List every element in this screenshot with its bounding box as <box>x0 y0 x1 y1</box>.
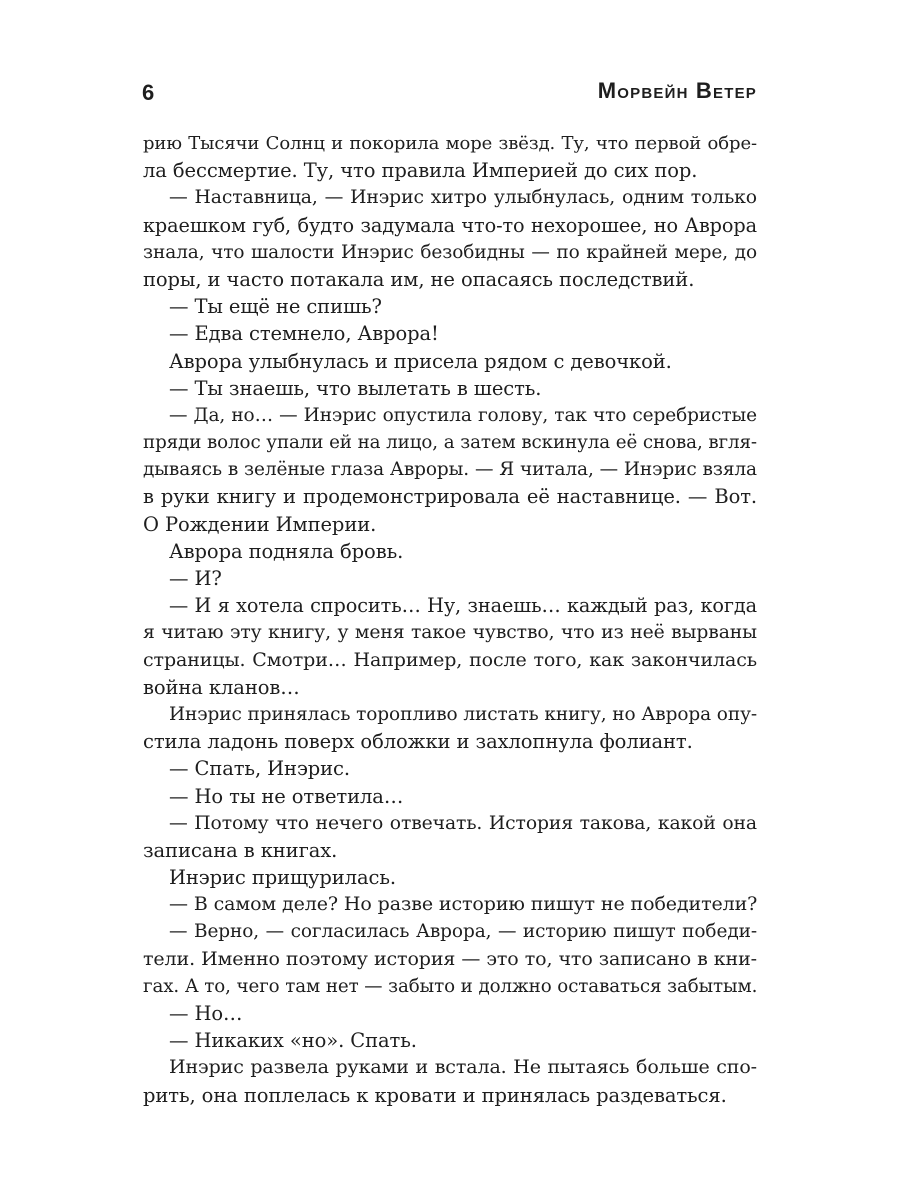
text-line: гах. А то, чего там нет — забыто и должно оставаться забытым. <box>143 975 758 997</box>
text-line: пряди волос упали ей на лицо, а затем вскинула её снова, вгля- <box>143 432 757 454</box>
text-line: рить, она поплелась к кровати и принялась раздеваться. <box>143 1083 727 1107</box>
text-line: — В самом деле? Но разве историю пишут не победители? <box>169 893 758 916</box>
text-line: поры, и часто потакала им, не опасаясь последствий. <box>143 267 695 291</box>
text-line: — Потому что нечего отвечать. История такова, какой она <box>169 812 757 834</box>
text-line: Аврора подняла бровь. <box>169 539 404 563</box>
page-number: 6 <box>142 80 155 105</box>
text-line: — Но… <box>169 1002 243 1025</box>
text-line: я читаю эту книгу, у меня такое чувство, что из неё вырваны <box>143 622 757 644</box>
text-line: — Наставница, — Инэрис хитро улыбнулась, одним только <box>169 187 757 209</box>
text-line: Инэрис развела руками и встала. Не пытаясь больше спо- <box>169 1056 757 1079</box>
text-line: — Ты ещё не спишь? <box>169 295 382 319</box>
text-line: дываясь в зелёные глаза Авроры. — Я читала, — Инэрис взяла <box>143 459 757 481</box>
text-line: стила ладонь поверх обложки и захлопнула фолиант. <box>143 730 693 754</box>
text-line: О Рождении Империи. <box>143 512 377 536</box>
text-line: в руки книгу и продемонстрировала её наставнице. — Вот. <box>143 485 757 509</box>
text-line: знала, что шалости Инэрис безобидны — по крайней мере, до <box>143 241 757 263</box>
text-line: краешком губ, будто задумала что-то нехорошее, но Аврора <box>143 213 757 237</box>
text-line: — Никаких «но». Спать. <box>169 1029 417 1053</box>
text-line: Аврора улыбнулась и присела рядом с девочкой. <box>169 349 672 373</box>
text-line: война кланов… <box>143 675 300 699</box>
text-line: Инэрис прищурилась. <box>169 866 396 890</box>
text-line: тели. Именно поэтому история — это то, что записано в кни- <box>143 947 757 970</box>
text-line: — И? <box>169 567 222 590</box>
text-line: — Но ты не ответила… <box>169 784 404 808</box>
text-line: записана в книгах. <box>143 838 338 862</box>
text-line: — Да, но… — Инэрис опустила голову, так что серебристые <box>169 404 757 426</box>
running-header-title: Морвейн Ветер <box>597 78 757 103</box>
text-line: — Едва стемнело, Аврора! <box>169 322 439 346</box>
text-line: рию Тысячи Солнц и покорила море звёзд. Ту, что первой обре- <box>143 133 757 154</box>
text-line: страницы. Смотри… Например, после того, как закончилась <box>143 648 757 671</box>
body-text <box>143 130 757 1109</box>
text-line: Инэрис принялась торопливо листать книгу, но Аврора опу- <box>169 703 758 725</box>
text-line: — Спать, Инэрис. <box>169 757 350 781</box>
text-line: ла бессмертие. Ту, что правила Империей до сих пор. <box>143 159 698 183</box>
text-line: — Верно, — согласилась Аврора, — историю пишут победи- <box>169 921 757 943</box>
text-line: — Ты знаешь, что вылетать в шесть. <box>169 376 542 400</box>
text-line: — И я хотела спросить… Ну, знаешь… каждый раз, когда <box>169 594 757 618</box>
